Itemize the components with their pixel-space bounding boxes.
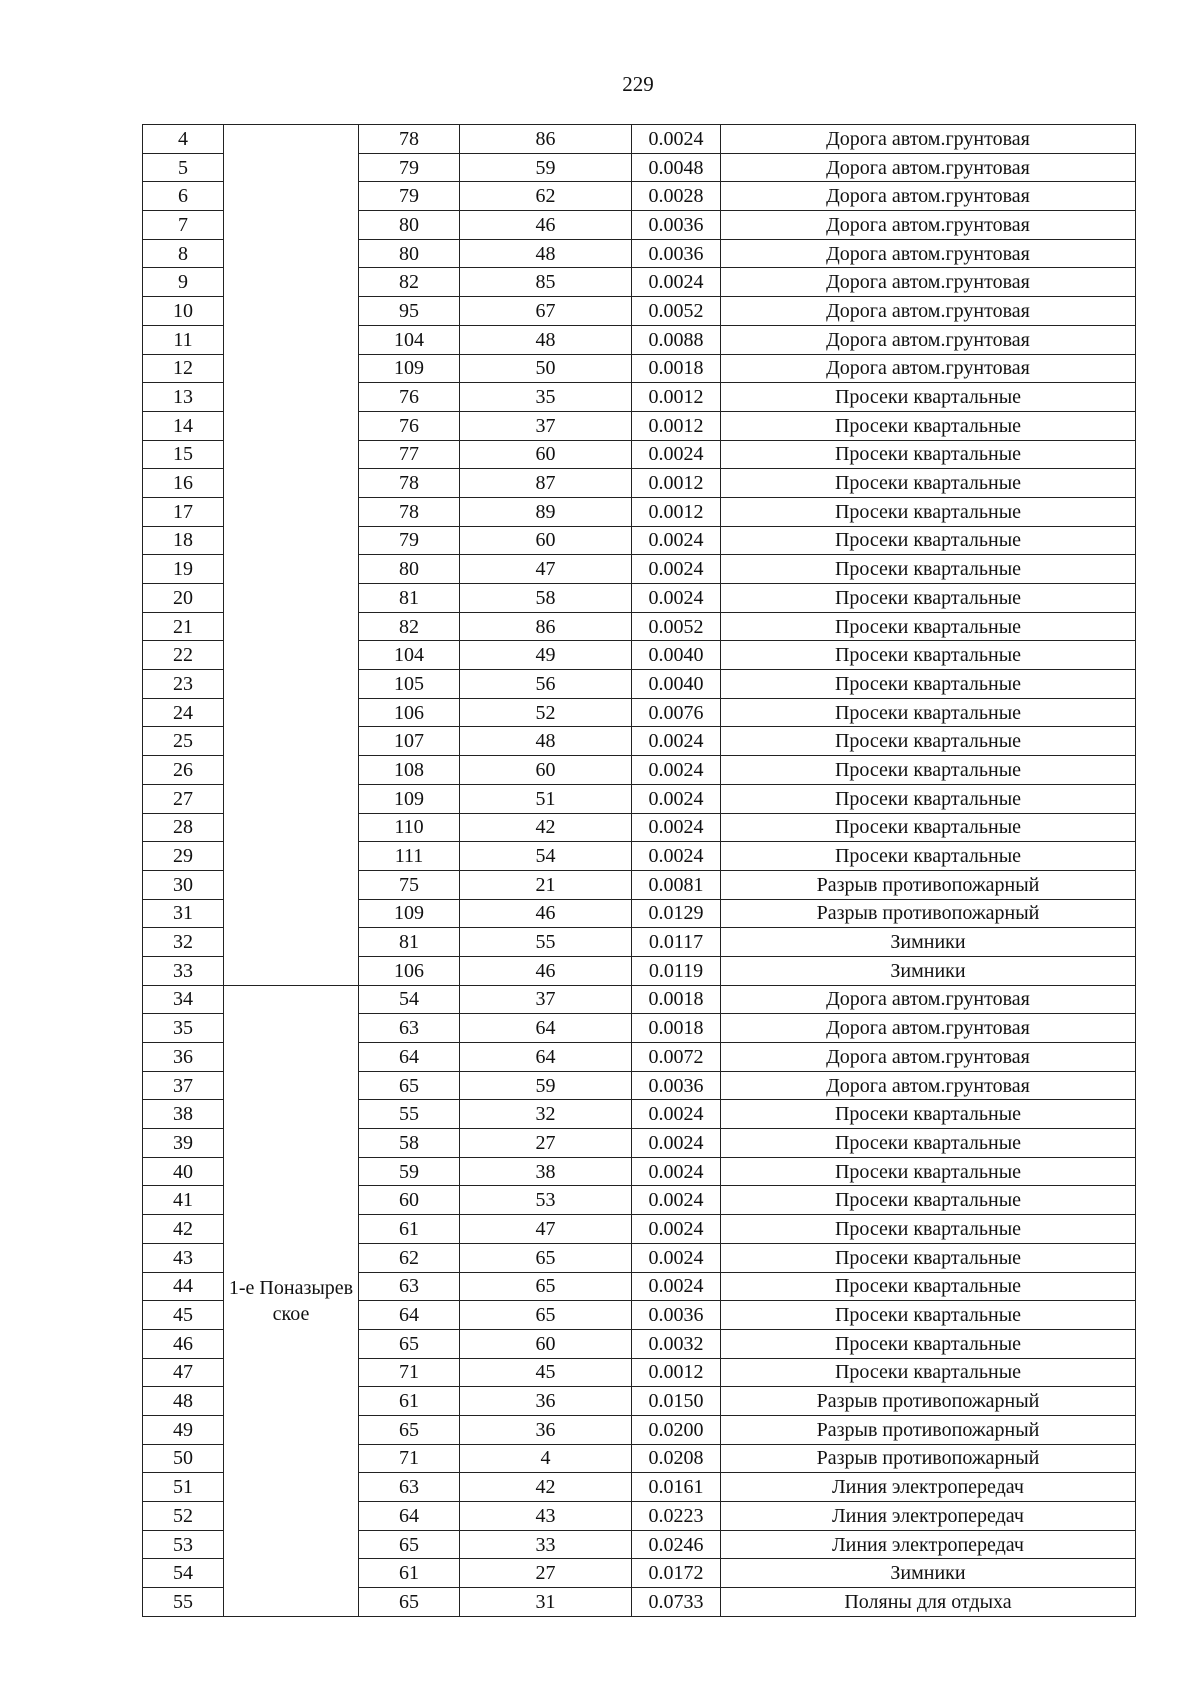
area-cell: 0.0052 <box>632 297 721 326</box>
row-number-cell: 26 <box>143 756 224 785</box>
row-number-cell: 19 <box>143 555 224 584</box>
quarter-cell: 65 <box>359 1329 460 1358</box>
plot-cell: 48 <box>460 727 632 756</box>
quarter-cell: 65 <box>359 1071 460 1100</box>
quarter-cell: 109 <box>359 354 460 383</box>
row-number-cell: 12 <box>143 354 224 383</box>
area-cell: 0.0018 <box>632 1014 721 1043</box>
land-type-cell: Просеки квартальные <box>721 813 1136 842</box>
row-number-cell: 18 <box>143 526 224 555</box>
row-number-cell: 11 <box>143 325 224 354</box>
land-type-cell: Дорога автом.грунтовая <box>721 985 1136 1014</box>
plot-cell: 65 <box>460 1243 632 1272</box>
land-type-cell: Дорога автом.грунтовая <box>721 297 1136 326</box>
quarter-cell: 61 <box>359 1387 460 1416</box>
land-type-cell: Просеки квартальные <box>721 784 1136 813</box>
row-number-cell: 39 <box>143 1129 224 1158</box>
land-type-cell: Просеки квартальные <box>721 1272 1136 1301</box>
area-cell: 0.0119 <box>632 956 721 985</box>
table-row <box>143 125 1136 154</box>
quarter-cell: 95 <box>359 297 460 326</box>
land-type-cell: Просеки квартальные <box>721 1243 1136 1272</box>
plot-cell: 59 <box>460 1071 632 1100</box>
area-cell: 0.0024 <box>632 842 721 871</box>
plot-cell: 42 <box>460 1473 632 1502</box>
area-cell: 0.0040 <box>632 641 721 670</box>
area-cell: 0.0024 <box>632 1129 721 1158</box>
quarter-cell: 64 <box>359 1502 460 1531</box>
area-cell: 0.0024 <box>632 1272 721 1301</box>
row-number-cell: 46 <box>143 1329 224 1358</box>
quarter-cell: 65 <box>359 1415 460 1444</box>
quarter-cell: 63 <box>359 1014 460 1043</box>
area-cell: 0.0024 <box>632 813 721 842</box>
land-type-cell: Просеки квартальные <box>721 1186 1136 1215</box>
plot-cell: 87 <box>460 469 632 498</box>
row-number-cell: 53 <box>143 1530 224 1559</box>
quarter-cell: 82 <box>359 612 460 641</box>
land-type-cell: Дорога автом.грунтовая <box>721 268 1136 297</box>
plot-cell: 49 <box>460 641 632 670</box>
quarter-cell: 79 <box>359 182 460 211</box>
land-type-cell: Просеки квартальные <box>721 842 1136 871</box>
area-cell: 0.0129 <box>632 899 721 928</box>
plot-cell: 47 <box>460 555 632 584</box>
quarter-cell: 76 <box>359 411 460 440</box>
land-type-cell: Зимники <box>721 1559 1136 1588</box>
land-type-cell: Просеки квартальные <box>721 411 1136 440</box>
land-type-cell: Просеки квартальные <box>721 1215 1136 1244</box>
area-cell: 0.0150 <box>632 1387 721 1416</box>
row-number-cell: 47 <box>143 1358 224 1387</box>
plot-cell: 62 <box>460 182 632 211</box>
area-cell: 0.0048 <box>632 153 721 182</box>
quarter-cell: 78 <box>359 125 460 154</box>
area-cell: 0.0024 <box>632 1157 721 1186</box>
row-number-cell: 35 <box>143 1014 224 1043</box>
data-table <box>142 124 1136 1617</box>
land-type-cell: Просеки квартальные <box>721 612 1136 641</box>
row-number-cell: 38 <box>143 1100 224 1129</box>
row-number-cell: 17 <box>143 497 224 526</box>
plot-cell: 35 <box>460 383 632 412</box>
row-number-cell: 44 <box>143 1272 224 1301</box>
quarter-cell: 81 <box>359 928 460 957</box>
row-number-cell: 22 <box>143 641 224 670</box>
quarter-cell: 58 <box>359 1129 460 1158</box>
plot-cell: 47 <box>460 1215 632 1244</box>
area-cell: 0.0024 <box>632 1215 721 1244</box>
land-type-cell: Просеки квартальные <box>721 1157 1136 1186</box>
quarter-cell: 107 <box>359 727 460 756</box>
land-type-cell: Дорога автом.грунтовая <box>721 182 1136 211</box>
area-cell: 0.0012 <box>632 497 721 526</box>
quarter-cell: 65 <box>359 1588 460 1617</box>
row-number-cell: 7 <box>143 211 224 240</box>
land-type-cell: Просеки квартальные <box>721 698 1136 727</box>
plot-cell: 46 <box>460 956 632 985</box>
area-cell: 0.0076 <box>632 698 721 727</box>
plot-cell: 37 <box>460 411 632 440</box>
quarter-cell: 55 <box>359 1100 460 1129</box>
land-type-cell: Просеки квартальные <box>721 555 1136 584</box>
row-number-cell: 34 <box>143 985 224 1014</box>
area-cell: 0.0024 <box>632 440 721 469</box>
land-type-cell: Дорога автом.грунтовая <box>721 125 1136 154</box>
area-cell: 0.0012 <box>632 383 721 412</box>
area-cell: 0.0024 <box>632 756 721 785</box>
area-cell: 0.0024 <box>632 727 721 756</box>
plot-cell: 86 <box>460 125 632 154</box>
land-type-cell: Дорога автом.грунтовая <box>721 153 1136 182</box>
quarter-cell: 110 <box>359 813 460 842</box>
row-number-cell: 6 <box>143 182 224 211</box>
row-number-cell: 54 <box>143 1559 224 1588</box>
plot-cell: 38 <box>460 1157 632 1186</box>
row-number-cell: 50 <box>143 1444 224 1473</box>
plot-cell: 64 <box>460 1043 632 1072</box>
quarter-cell: 64 <box>359 1043 460 1072</box>
plot-cell: 53 <box>460 1186 632 1215</box>
area-cell: 0.0028 <box>632 182 721 211</box>
row-number-cell: 49 <box>143 1415 224 1444</box>
plot-cell: 21 <box>460 870 632 899</box>
area-cell: 0.0024 <box>632 1186 721 1215</box>
plot-cell: 27 <box>460 1559 632 1588</box>
plot-cell: 60 <box>460 756 632 785</box>
plot-cell: 64 <box>460 1014 632 1043</box>
quarter-cell: 111 <box>359 842 460 871</box>
land-type-cell: Просеки квартальные <box>721 727 1136 756</box>
row-number-cell: 15 <box>143 440 224 469</box>
area-cell: 0.0018 <box>632 354 721 383</box>
quarter-cell: 80 <box>359 555 460 584</box>
quarter-cell: 77 <box>359 440 460 469</box>
row-number-cell: 43 <box>143 1243 224 1272</box>
plot-cell: 27 <box>460 1129 632 1158</box>
land-type-cell: Просеки квартальные <box>721 497 1136 526</box>
forestry-cell: 1-е Поназыревское <box>224 985 359 1616</box>
plot-cell: 37 <box>460 985 632 1014</box>
area-cell: 0.0223 <box>632 1502 721 1531</box>
quarter-cell: 79 <box>359 526 460 555</box>
area-cell: 0.0052 <box>632 612 721 641</box>
row-number-cell: 27 <box>143 784 224 813</box>
land-type-cell: Просеки квартальные <box>721 584 1136 613</box>
plot-cell: 86 <box>460 612 632 641</box>
quarter-cell: 62 <box>359 1243 460 1272</box>
plot-cell: 32 <box>460 1100 632 1129</box>
quarter-cell: 71 <box>359 1358 460 1387</box>
area-cell: 0.0024 <box>632 1100 721 1129</box>
area-cell: 0.0081 <box>632 870 721 899</box>
plot-cell: 42 <box>460 813 632 842</box>
plot-cell: 56 <box>460 670 632 699</box>
land-type-cell: Разрыв противопожарный <box>721 1415 1136 1444</box>
quarter-cell: 61 <box>359 1559 460 1588</box>
land-type-cell: Разрыв противопожарный <box>721 899 1136 928</box>
plot-cell: 48 <box>460 239 632 268</box>
land-type-cell: Просеки квартальные <box>721 1358 1136 1387</box>
row-number-cell: 30 <box>143 870 224 899</box>
table-row <box>143 985 1136 1014</box>
land-type-cell: Линия электропередач <box>721 1502 1136 1531</box>
quarter-cell: 71 <box>359 1444 460 1473</box>
quarter-cell: 64 <box>359 1301 460 1330</box>
plot-cell: 55 <box>460 928 632 957</box>
quarter-cell: 104 <box>359 641 460 670</box>
plot-cell: 58 <box>460 584 632 613</box>
land-type-cell: Просеки квартальные <box>721 641 1136 670</box>
quarter-cell: 79 <box>359 153 460 182</box>
plot-cell: 65 <box>460 1301 632 1330</box>
row-number-cell: 36 <box>143 1043 224 1072</box>
area-cell: 0.0036 <box>632 1071 721 1100</box>
quarter-cell: 75 <box>359 870 460 899</box>
land-type-cell: Просеки квартальные <box>721 1301 1136 1330</box>
row-number-cell: 4 <box>143 125 224 154</box>
plot-cell: 65 <box>460 1272 632 1301</box>
area-cell: 0.0018 <box>632 985 721 1014</box>
land-type-cell: Дорога автом.грунтовая <box>721 211 1136 240</box>
forestry-cell <box>224 125 359 986</box>
quarter-cell: 108 <box>359 756 460 785</box>
area-cell: 0.0072 <box>632 1043 721 1072</box>
quarter-cell: 54 <box>359 985 460 1014</box>
area-cell: 0.0024 <box>632 784 721 813</box>
land-type-cell: Зимники <box>721 928 1136 957</box>
area-cell: 0.0246 <box>632 1530 721 1559</box>
row-number-cell: 31 <box>143 899 224 928</box>
area-cell: 0.0024 <box>632 268 721 297</box>
quarter-cell: 60 <box>359 1186 460 1215</box>
plot-cell: 67 <box>460 297 632 326</box>
land-type-cell: Разрыв противопожарный <box>721 1444 1136 1473</box>
quarter-cell: 106 <box>359 698 460 727</box>
plot-cell: 52 <box>460 698 632 727</box>
row-number-cell: 40 <box>143 1157 224 1186</box>
row-number-cell: 32 <box>143 928 224 957</box>
area-cell: 0.0117 <box>632 928 721 957</box>
quarter-cell: 80 <box>359 239 460 268</box>
area-cell: 0.0733 <box>632 1588 721 1617</box>
row-number-cell: 29 <box>143 842 224 871</box>
land-type-cell: Разрыв противопожарный <box>721 870 1136 899</box>
plot-cell: 54 <box>460 842 632 871</box>
quarter-cell: 104 <box>359 325 460 354</box>
plot-cell: 45 <box>460 1358 632 1387</box>
quarter-cell: 109 <box>359 899 460 928</box>
row-number-cell: 55 <box>143 1588 224 1617</box>
plot-cell: 60 <box>460 440 632 469</box>
area-cell: 0.0024 <box>632 125 721 154</box>
plot-cell: 36 <box>460 1415 632 1444</box>
plot-cell: 43 <box>460 1502 632 1531</box>
row-number-cell: 45 <box>143 1301 224 1330</box>
area-cell: 0.0172 <box>632 1559 721 1588</box>
quarter-cell: 78 <box>359 497 460 526</box>
land-type-cell: Просеки квартальные <box>721 1329 1136 1358</box>
row-number-cell: 20 <box>143 584 224 613</box>
quarter-cell: 59 <box>359 1157 460 1186</box>
plot-cell: 46 <box>460 211 632 240</box>
row-number-cell: 28 <box>143 813 224 842</box>
row-number-cell: 25 <box>143 727 224 756</box>
area-cell: 0.0036 <box>632 1301 721 1330</box>
quarter-cell: 63 <box>359 1473 460 1502</box>
plot-cell: 50 <box>460 354 632 383</box>
area-cell: 0.0024 <box>632 555 721 584</box>
area-cell: 0.0024 <box>632 1243 721 1272</box>
table-body <box>143 125 1136 1617</box>
area-cell: 0.0036 <box>632 211 721 240</box>
land-type-cell: Дорога автом.грунтовая <box>721 1071 1136 1100</box>
land-type-cell: Зимники <box>721 956 1136 985</box>
land-type-cell: Дорога автом.грунтовая <box>721 354 1136 383</box>
area-cell: 0.0024 <box>632 584 721 613</box>
plot-cell: 36 <box>460 1387 632 1416</box>
plot-cell: 51 <box>460 784 632 813</box>
row-number-cell: 16 <box>143 469 224 498</box>
land-type-cell: Просеки квартальные <box>721 756 1136 785</box>
row-number-cell: 14 <box>143 411 224 440</box>
row-number-cell: 24 <box>143 698 224 727</box>
plot-cell: 48 <box>460 325 632 354</box>
quarter-cell: 78 <box>359 469 460 498</box>
land-type-cell: Дорога автом.грунтовая <box>721 1043 1136 1072</box>
row-number-cell: 5 <box>143 153 224 182</box>
area-cell: 0.0161 <box>632 1473 721 1502</box>
land-type-cell: Поляны для отдыха <box>721 1588 1136 1617</box>
plot-cell: 31 <box>460 1588 632 1617</box>
quarter-cell: 65 <box>359 1530 460 1559</box>
quarter-cell: 109 <box>359 784 460 813</box>
land-type-cell: Просеки квартальные <box>721 1129 1136 1158</box>
area-cell: 0.0012 <box>632 1358 721 1387</box>
area-cell: 0.0088 <box>632 325 721 354</box>
land-type-cell: Дорога автом.грунтовая <box>721 325 1136 354</box>
plot-cell: 85 <box>460 268 632 297</box>
area-cell: 0.0208 <box>632 1444 721 1473</box>
quarter-cell: 106 <box>359 956 460 985</box>
plot-cell: 46 <box>460 899 632 928</box>
land-type-cell: Дорога автом.грунтовая <box>721 239 1136 268</box>
row-number-cell: 48 <box>143 1387 224 1416</box>
land-type-cell: Просеки квартальные <box>721 670 1136 699</box>
land-type-cell: Просеки квартальные <box>721 1100 1136 1129</box>
row-number-cell: 41 <box>143 1186 224 1215</box>
land-type-cell: Просеки квартальные <box>721 469 1136 498</box>
plot-cell: 33 <box>460 1530 632 1559</box>
row-number-cell: 8 <box>143 239 224 268</box>
land-type-cell: Просеки квартальные <box>721 440 1136 469</box>
area-cell: 0.0024 <box>632 526 721 555</box>
area-cell: 0.0032 <box>632 1329 721 1358</box>
quarter-cell: 105 <box>359 670 460 699</box>
row-number-cell: 52 <box>143 1502 224 1531</box>
quarter-cell: 61 <box>359 1215 460 1244</box>
row-number-cell: 33 <box>143 956 224 985</box>
plot-cell: 59 <box>460 153 632 182</box>
plot-cell: 60 <box>460 526 632 555</box>
row-number-cell: 42 <box>143 1215 224 1244</box>
area-cell: 0.0012 <box>632 411 721 440</box>
page-number: 229 <box>622 72 654 96</box>
row-number-cell: 37 <box>143 1071 224 1100</box>
row-number-cell: 13 <box>143 383 224 412</box>
land-type-cell: Линия электропередач <box>721 1473 1136 1502</box>
quarter-cell: 80 <box>359 211 460 240</box>
land-type-cell: Разрыв противопожарный <box>721 1387 1136 1416</box>
quarter-cell: 82 <box>359 268 460 297</box>
area-cell: 0.0036 <box>632 239 721 268</box>
row-number-cell: 21 <box>143 612 224 641</box>
row-number-cell: 10 <box>143 297 224 326</box>
plot-cell: 60 <box>460 1329 632 1358</box>
land-type-cell: Просеки квартальные <box>721 526 1136 555</box>
land-type-cell: Просеки квартальные <box>721 383 1136 412</box>
quarter-cell: 76 <box>359 383 460 412</box>
land-type-cell: Дорога автом.грунтовая <box>721 1014 1136 1043</box>
area-cell: 0.0040 <box>632 670 721 699</box>
row-number-cell: 9 <box>143 268 224 297</box>
quarter-cell: 81 <box>359 584 460 613</box>
plot-cell: 4 <box>460 1444 632 1473</box>
area-cell: 0.0200 <box>632 1415 721 1444</box>
plot-cell: 89 <box>460 497 632 526</box>
land-type-cell: Линия электропередач <box>721 1530 1136 1559</box>
area-cell: 0.0012 <box>632 469 721 498</box>
row-number-cell: 51 <box>143 1473 224 1502</box>
quarter-cell: 63 <box>359 1272 460 1301</box>
row-number-cell: 23 <box>143 670 224 699</box>
